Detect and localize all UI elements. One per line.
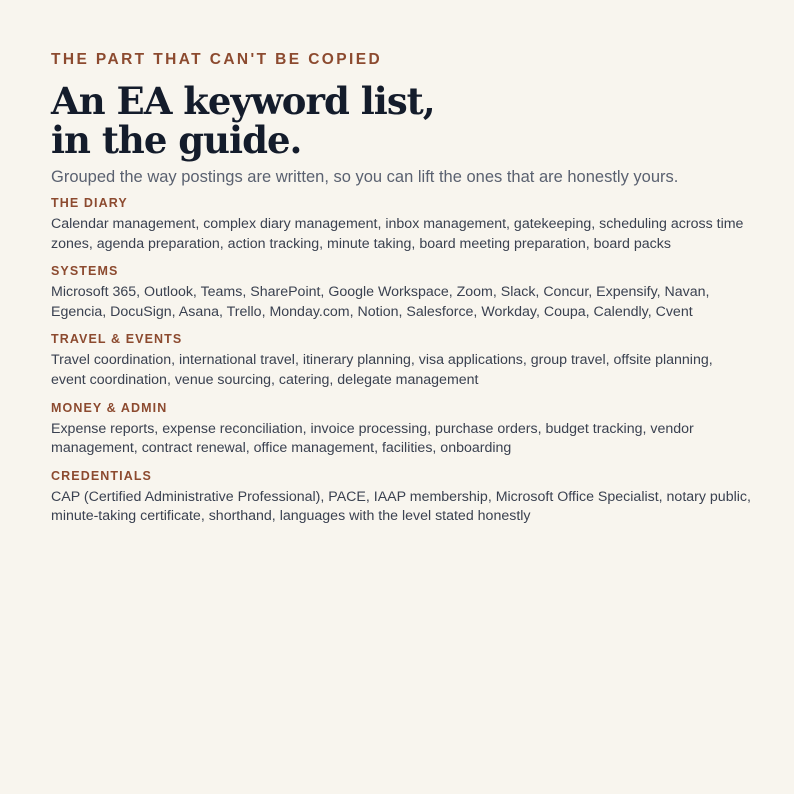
section-heading: SYSTEMS [51,264,119,279]
section-travel-events [51,331,743,390]
section-money-admin [51,400,743,459]
subtitle: Grouped the way postings are written, so you can lift the ones that are honestly yours. [51,168,679,186]
section-heading: TRAVEL & EVENTS [51,332,183,347]
page-title [51,79,743,162]
section-heading: CREDENTIALS [51,468,152,483]
eyebrow-label: THE PART THAT CAN'T BE COPIED [51,51,383,68]
title-line-1: An EA keyword list, [51,79,435,123]
section-credentials [51,468,751,527]
section-keywords: Travel coordination, international travel, itinerary planning, visa applications, group travel, offsite planning, event coordination, venue sourcing, catering, delegate management [51,352,713,388]
section-systems [51,263,743,322]
title-line-2: in the guide. [51,118,302,162]
section-the-diary [51,195,743,254]
section-keywords: Expense reports, expense reconciliation, invoice processing, purchase orders, budget tracking, vendor management, contract renewal, office management, facilities, onboarding [51,420,694,457]
section-keywords: Calendar management, complex diary management, inbox management, gatekeeping, scheduling across time zones, agenda preparation, action tracking, minute taking, board meeting preparation, board packs [51,216,744,252]
section-keywords: Microsoft 365, Outlook, Teams, SharePoint, Google Workspace, Zoom, Slack, Concur, Expensify, Navan, Egencia, DocuSign, Asana, Trello, Monday.com, Notion, Salesforce, Workday, Coupa, Calendly, Cvent [51,284,710,320]
section-keywords: CAP (Certified Administrative Professional), PACE, IAAP membership, Microsoft Office Specialist, notary public, minute-taking certificate, shorthand, languages with the level stated honestly [51,488,751,525]
keyword-sections [51,195,751,527]
section-heading: THE DIARY [51,196,128,210]
section-heading: MONEY & ADMIN [51,400,168,415]
